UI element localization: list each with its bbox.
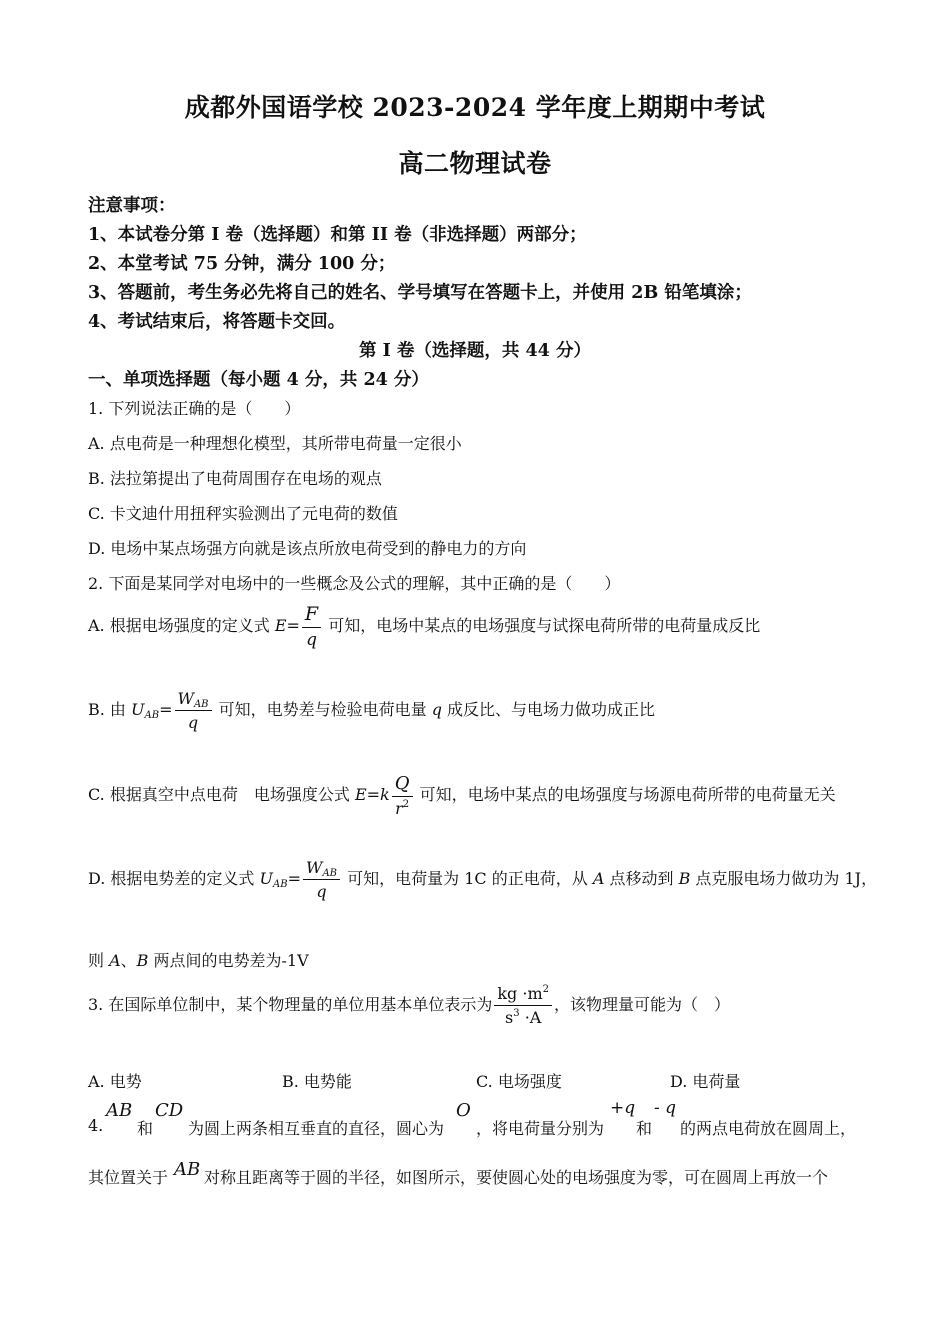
q2-d-post-2: 点移动到 <box>604 869 679 888</box>
q1-option-b: B. 法拉第提出了电荷周围存在电场的观点 <box>88 469 382 488</box>
q3-option-c: C. 电场强度 <box>476 1072 562 1091</box>
q3-denominator <box>494 1006 552 1027</box>
q4-line2-post: 对称且距离等于圆的半径，如图所示，要使圆心处的电场强度为零，可在圆周上再放一个 <box>204 1168 829 1187</box>
q2-d-line2-b: B <box>136 951 149 970</box>
q3-stem-pre: 3. 在国际单位制中，某个物理量的单位用基本单位表示为 <box>88 995 493 1014</box>
q2-d-line2-a: A <box>109 951 121 970</box>
q2-b-fraction <box>175 689 212 732</box>
q3-numerator <box>494 984 552 1006</box>
q2-d-pre: D. 根据电势差的定义式 <box>88 869 260 888</box>
q2-option-c <box>88 773 836 818</box>
q2-b-pre: B. 由 <box>88 700 132 719</box>
q4-number: 4. <box>88 1116 104 1135</box>
q4-he-1: 和 <box>137 1119 154 1138</box>
q2-d-a: A <box>592 869 605 888</box>
q2-c-den-sup: 2 <box>402 799 410 810</box>
q2-c-k: k <box>380 785 390 804</box>
q3-option-b: B. 电势能 <box>282 1072 352 1091</box>
q2-d-b: B <box>678 869 691 888</box>
q2-b-num-sub: AB <box>193 699 209 710</box>
q2-c-denominator <box>392 797 413 818</box>
notes-item-2: 2、本堂考试 75 分钟，满分 100 分； <box>88 254 396 274</box>
notes-item-1: 1、本试卷分第 I 卷（选择题）和第 II 卷（非选择题）两部分； <box>88 225 587 245</box>
q2-d-post-3: 点克服电场力做功为 1J， <box>690 869 878 888</box>
q4-text-3: 的两点电荷放在圆周上， <box>680 1119 857 1138</box>
q2-d-line2-mid: 、 <box>120 951 137 970</box>
q3-unit-fraction <box>494 984 552 1027</box>
q2-b-numerator <box>175 689 212 711</box>
exam-title: 成都外国语学校 2023-2024 学年度上期期中考试 <box>184 93 766 122</box>
q2-d-eq: = <box>287 869 301 888</box>
q2-a-numerator: F <box>302 603 321 628</box>
q2-b-eq: = <box>159 700 173 719</box>
q4-cd: CD <box>155 1100 184 1121</box>
q2-c-numerator: Q <box>392 773 413 797</box>
q2-d-denominator: q <box>316 882 327 901</box>
notes-heading: 注意事项： <box>88 196 176 216</box>
q4-line2-ab: AB <box>174 1159 201 1180</box>
q2-c-post: 可知，电场中某点的电场强度与场源电荷所带的电荷量无关 <box>414 785 836 804</box>
q2-b-post-2: 成反比、与电场力做功成正比 <box>441 700 656 719</box>
q2-b-var: U <box>131 700 145 719</box>
q4-o: O <box>456 1100 471 1121</box>
q4-line2-pre: 其位置关于 <box>88 1168 169 1187</box>
q3-option-d: D. 电荷量 <box>670 1072 741 1091</box>
q3-option-a: A. 电势 <box>88 1072 142 1091</box>
exam-subtitle: 高二物理试卷 <box>398 149 552 178</box>
q2-c-var: E <box>354 785 367 804</box>
q2-b-sub: AB <box>144 710 160 721</box>
q3-num-text: kg ·m <box>497 984 543 1003</box>
q4-text-2: ，将电荷量分别为 <box>476 1119 605 1138</box>
q2-c-fraction <box>392 773 413 818</box>
q2-d-var: U <box>259 869 274 888</box>
q2-d-num-sub: AB <box>322 868 338 879</box>
q2-a-var: E <box>274 616 287 635</box>
section-heading: 一、单项选择题（每小题 4 分，共 24 分） <box>88 370 429 390</box>
q4-minus-q: - q <box>654 1098 677 1118</box>
q1-option-d: D. 电场中某点场强方向就是该点所放电荷受到的静电力的方向 <box>88 539 527 558</box>
q2-b-post-1: 可知，电势差与检验电荷电量 <box>213 700 432 719</box>
q2-d-line2-pre: 则 <box>88 951 110 970</box>
q4-plus-q: +q <box>610 1098 636 1118</box>
q2-stem: 2. 下面是某同学对电场中的一些概念及公式的理解，其中正确的是（ ） <box>88 574 621 593</box>
q2-d-num-var: W <box>306 858 323 877</box>
q3-den-text: s <box>505 1008 514 1027</box>
q2-d-line2-post: 两点间的电势差为-1V <box>148 951 309 970</box>
q3-den-post: ·A <box>519 1008 542 1027</box>
q2-b-denominator: q <box>187 713 199 732</box>
q2-b-num-var: W <box>177 689 194 708</box>
q3-den-sup: 3 <box>513 1008 520 1019</box>
q2-a-fraction <box>302 603 321 650</box>
q4-he-2: 和 <box>636 1119 653 1138</box>
q4-ab: AB <box>106 1100 133 1121</box>
q2-d-post-1: 可知，电荷量为 1C 的正电荷，从 <box>342 869 593 888</box>
part-title: 第 I 卷（选择题，共 44 分） <box>359 341 591 361</box>
q2-c-eq: = <box>366 785 381 804</box>
notes-item-3: 3、答题前，考生务必先将自己的姓名、学号填写在答题卡上，并使用 2B 铅笔填涂； <box>88 283 752 303</box>
q2-c-den-var: r <box>395 799 403 818</box>
q4-text-1: 为圆上两条相互垂直的直径，圆心为 <box>188 1119 445 1138</box>
q3-num-sup: 2 <box>542 984 550 995</box>
q2-option-d <box>88 858 877 901</box>
q2-a-eq: = <box>286 616 300 635</box>
q2-a-post: 可知，电场中某点的电场强度与试探电荷所带的电荷量成反比 <box>323 616 761 635</box>
q1-option-c: C. 卡文迪什用扭秤实验测出了元电荷的数值 <box>88 504 398 523</box>
q2-d-numerator <box>303 858 340 880</box>
q3-stem <box>88 984 730 1027</box>
q2-c-pre: C. 根据真空中点电荷 电场强度公式 <box>88 785 355 804</box>
q2-option-d-line2 <box>88 948 309 971</box>
q2-option-b <box>88 689 655 732</box>
q2-d-sub: AB <box>273 879 288 890</box>
q2-b-q: q <box>431 700 442 719</box>
q1-stem: 1. 下列说法正确的是（ ） <box>88 399 301 418</box>
q2-option-a <box>88 603 760 650</box>
q2-a-pre: A. 根据电场强度的定义式 <box>88 616 275 635</box>
notes-item-4: 4、考试结束后，将答题卡交回。 <box>88 312 346 332</box>
q1-option-a: A. 点电荷是一种理想化模型，其所带电荷量一定很小 <box>88 434 462 453</box>
q3-stem-post: ，该物理量可能为（ ） <box>554 995 731 1014</box>
q2-a-denominator: q <box>306 630 317 650</box>
q2-d-fraction <box>303 858 340 901</box>
